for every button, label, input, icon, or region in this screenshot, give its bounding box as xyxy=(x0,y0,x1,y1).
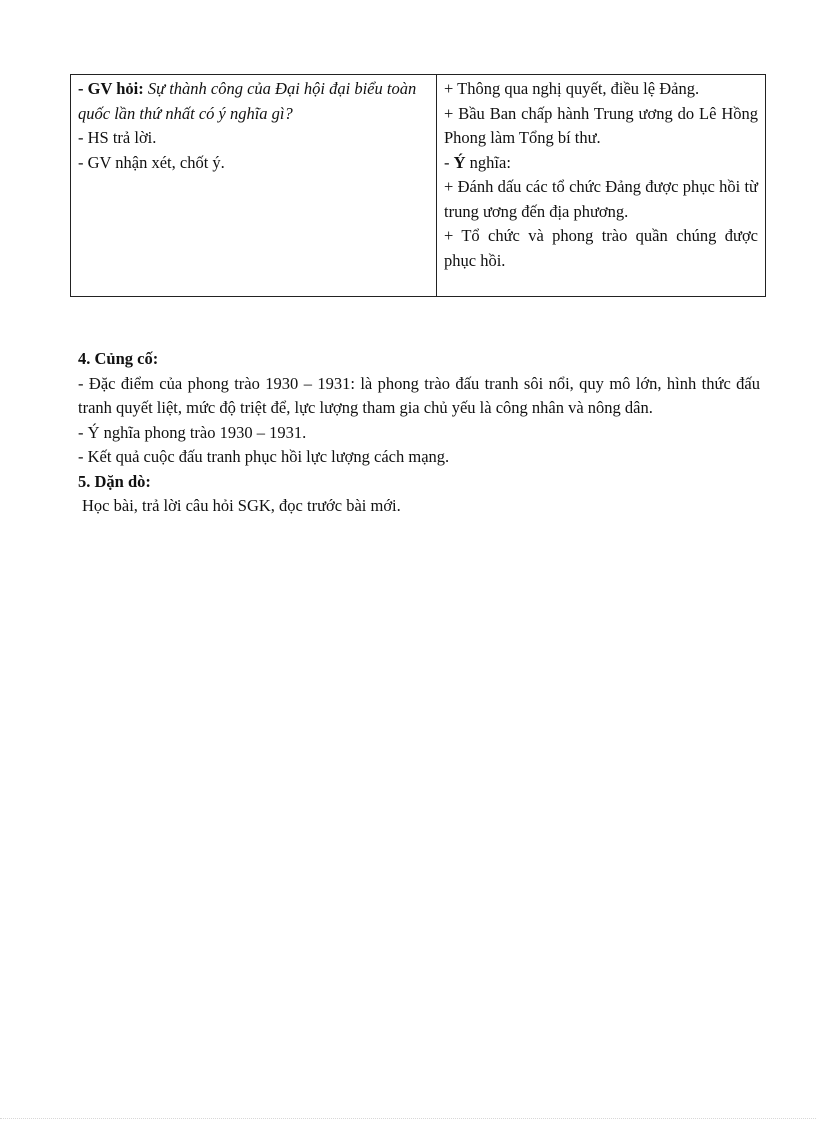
content-line-election: + Bầu Ban chấp hành Trung ương do Lê Hồng Phong làm Tổng bí thư. xyxy=(444,103,758,147)
homework-heading: 5. Dặn dò: xyxy=(78,471,151,491)
page-bottom-divider xyxy=(0,1118,816,1119)
content-line-resolution: + Thông qua nghị quyết, điều lệ Đảng. xyxy=(444,79,700,98)
teacher-activity-cell xyxy=(71,75,437,297)
teacher-conclusion-step: - GV nhận xét, chốt ý. xyxy=(78,152,225,172)
consolidation-item-result: - Kết quả cuộc đấu tranh phục hồi lực lượng cách mạng. xyxy=(78,447,450,466)
content-line-mass-restore: + Tổ chức và phong trào quần chúng được phục hồi. xyxy=(444,226,758,270)
content-cell xyxy=(437,75,766,297)
question-text: Sự thành công của Đại hội đại biểu toàn quốc lần thứ nhất có ý nghĩa gì? xyxy=(78,79,417,123)
teacher-question xyxy=(78,77,429,126)
meaning-dash: - xyxy=(444,152,454,172)
content-line-party-restore: + Đánh dấu các tổ chức Đảng được phục hồi từ trung ương đến địa phương. xyxy=(444,177,758,221)
consolidation-heading: 4. Củng cố: xyxy=(78,349,159,368)
homework-text: Học bài, trả lời câu hỏi SGK, đọc trước bài mới. xyxy=(82,496,401,515)
consolidation-item-characteristics: - Đặc điểm của phong trào 1930 – 1931: là phong trào đấu tranh sôi nổi, quy mô lớn, hình thức đấu tranh quyết liệt, mức độ triệt để, lực lượng tham gia chủ yếu là công nhân và nông dân. xyxy=(78,373,760,417)
content-line-meaning-heading xyxy=(444,151,758,176)
table-row xyxy=(71,75,766,297)
lesson-activity-table xyxy=(70,74,766,297)
consolidation-item-meaning: - Ý nghĩa phong trào 1930 – 1931. xyxy=(78,422,307,442)
meaning-rest: nghĩa: xyxy=(465,152,511,172)
lesson-summary-section xyxy=(78,347,760,519)
meaning-bold-word: Ý xyxy=(453,152,466,172)
student-answer-step: - HS trả lời. xyxy=(78,128,157,147)
question-label: - GV hỏi: xyxy=(78,79,148,98)
